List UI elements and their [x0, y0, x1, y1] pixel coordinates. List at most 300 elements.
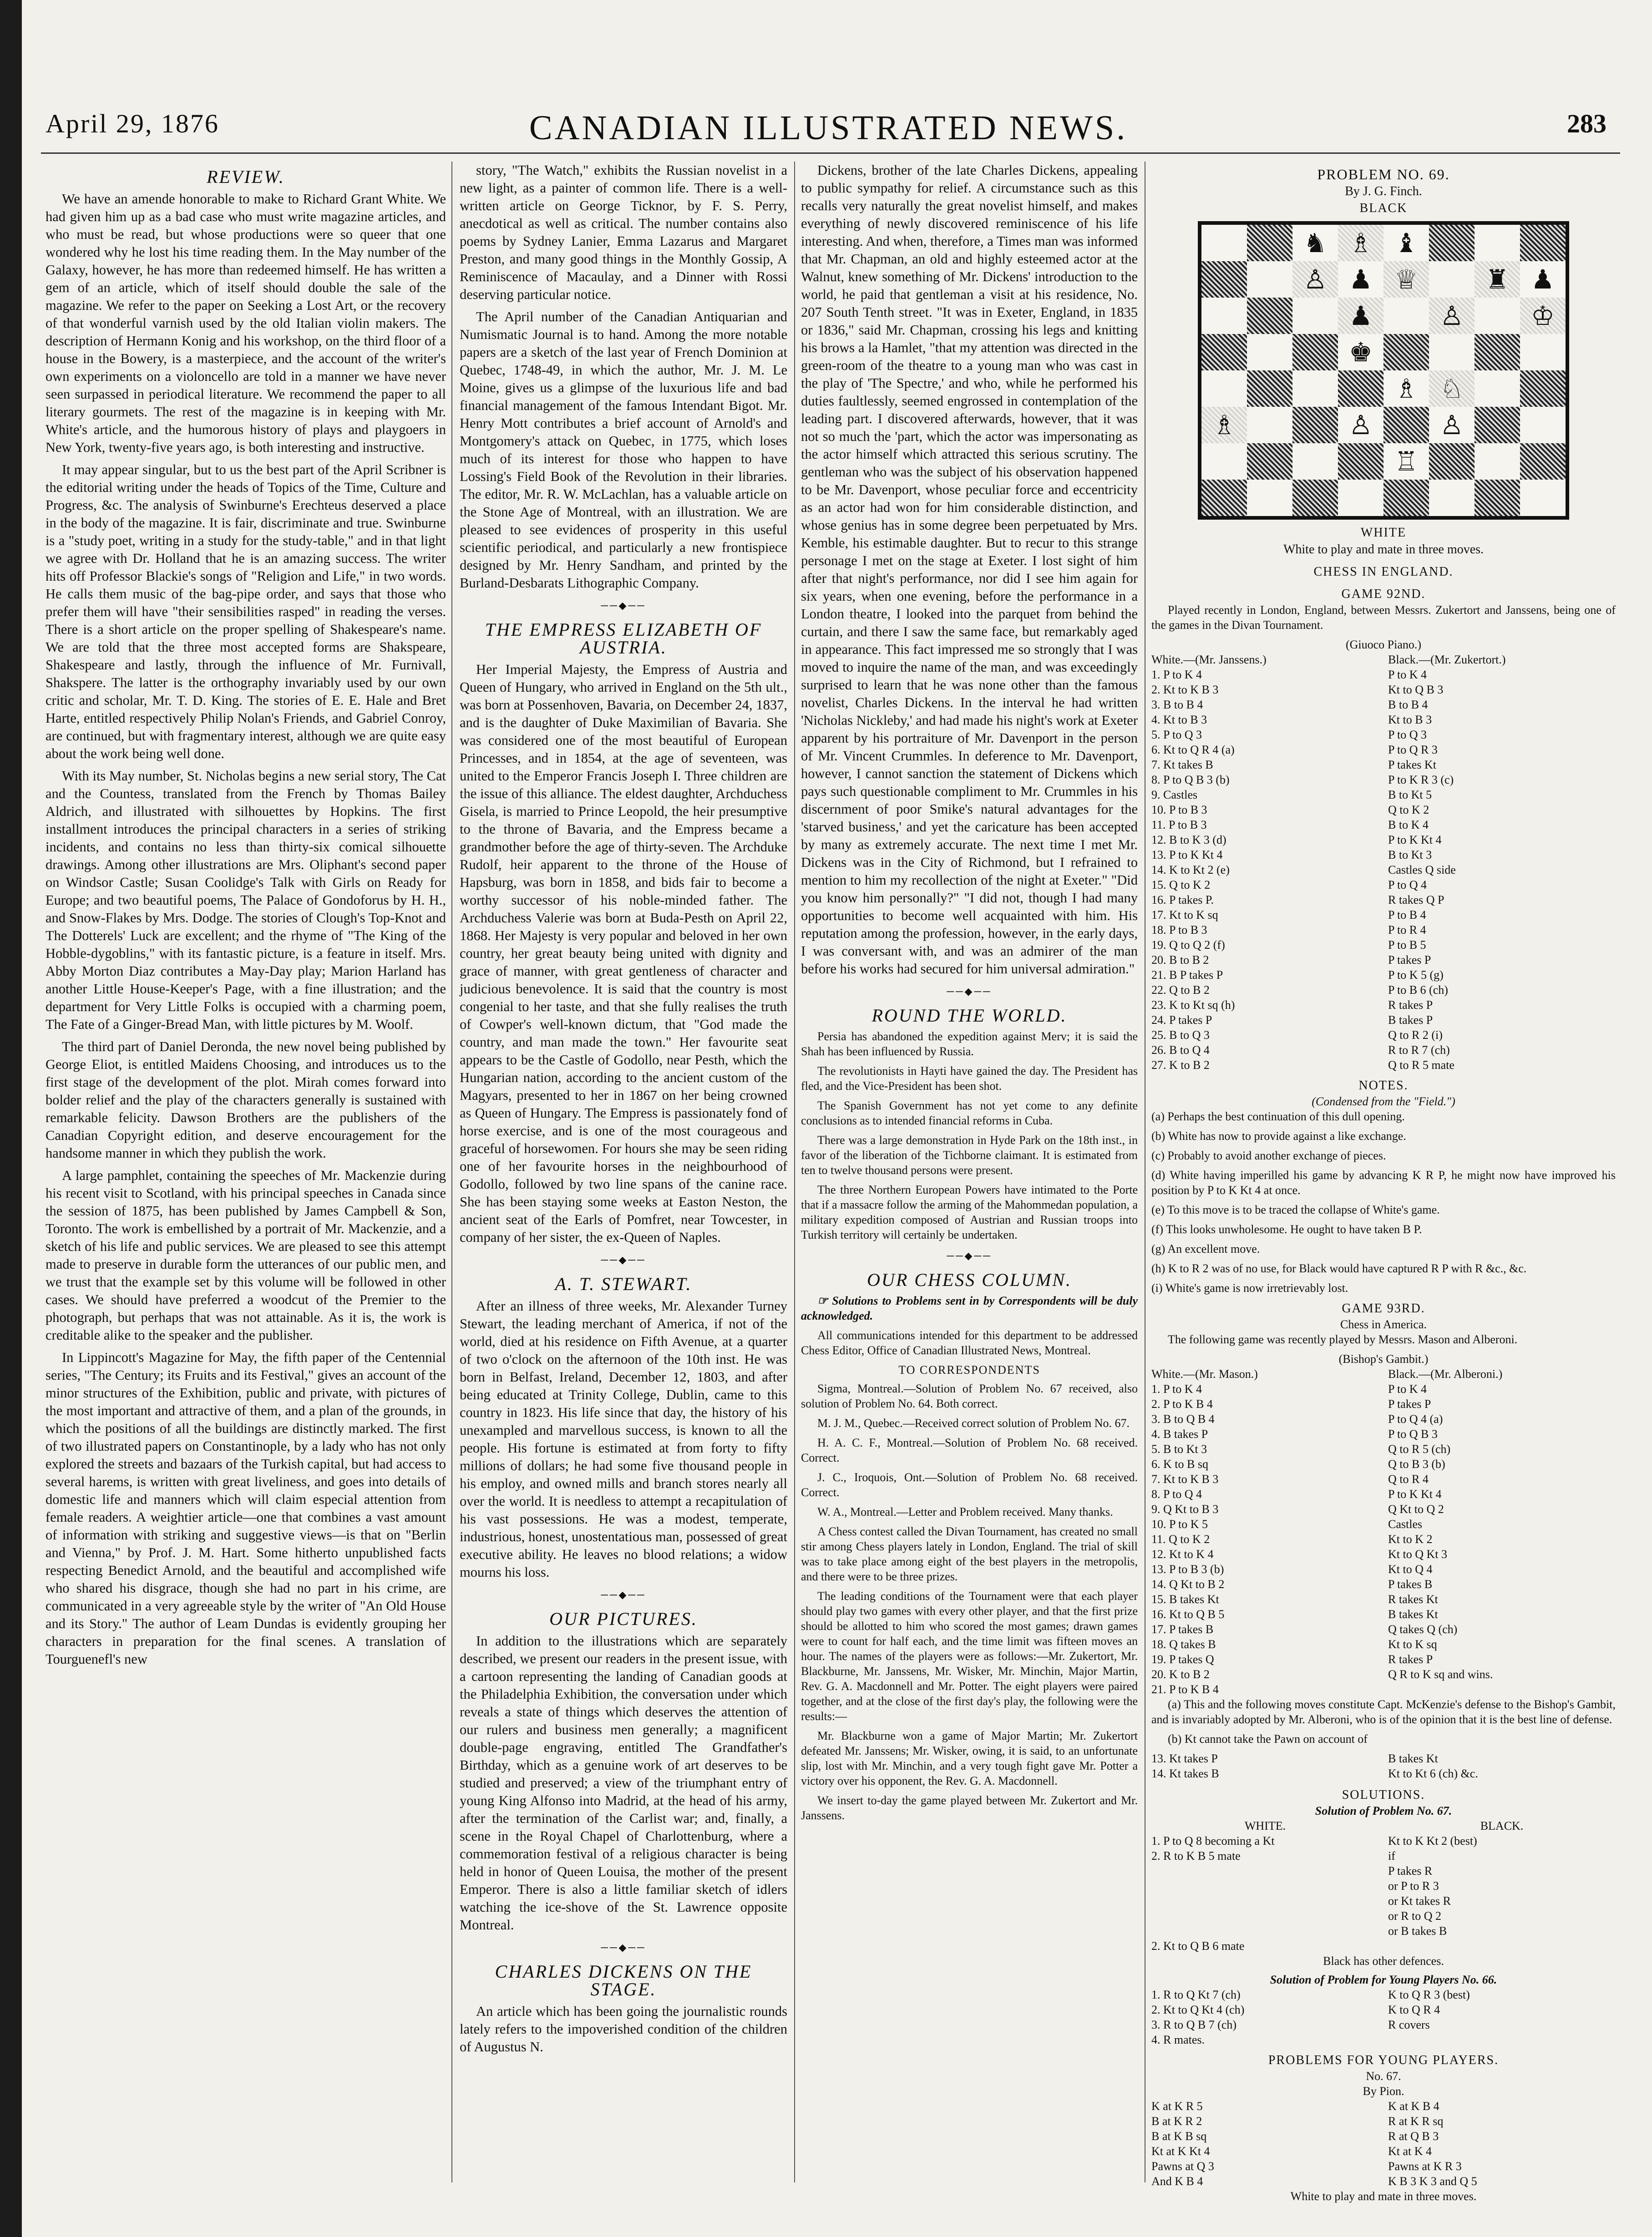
board-square — [1383, 480, 1429, 516]
board-square — [1338, 261, 1383, 298]
white-move: 18. Q takes B — [1151, 1638, 1216, 1651]
white-move: 2. Kt to Q Kt 4 (ch) — [1151, 2003, 1245, 2016]
black-move: P takes P — [1388, 1397, 1431, 1411]
white-move: 1. P to K 4 — [1151, 1382, 1202, 1396]
black-move: B takes Kt — [1388, 1608, 1438, 1621]
black-move: R takes P — [1388, 1653, 1433, 1666]
white-move: 21. B P takes P — [1151, 968, 1223, 982]
game93-white-player: White.—(Mr. Mason.) — [1151, 1367, 1258, 1381]
news-item: There was a large demonstration in Hyde Park on the 18th inst., in favor of the liberation of the Tichborne claimant. It is estimated from ten to twelve thousand persons were present. — [801, 1134, 1138, 1177]
section-title-pictures: OUR PICTURES. — [549, 1609, 698, 1629]
black-move: R takes Q P — [1388, 893, 1444, 906]
white-move: 20. B to B 2 — [1151, 953, 1209, 967]
section-title-empress: THE EMPRESS ELIZABETH OF AUSTRIA. — [485, 619, 762, 658]
board-square — [1338, 407, 1383, 443]
black-move: Kt to K sq — [1388, 1638, 1437, 1651]
correspondent-item: A Chess contest called the Divan Tournament, has created no small stir among Chess players lately in London, England. The trial of skill was to take place among eight of the best players in the metropolis, and there were to be three prizes. — [801, 1525, 1138, 1583]
black-move: P to Q R 3 — [1388, 743, 1438, 756]
board-square — [1475, 480, 1520, 516]
review-paragraph: With its May number, St. Nicholas begins a new serial story, The Cat and the Countess, translated from the French by Thomas Bailey Aldrich, and illustrated with silhouettes by Hopkins. The first installment introduces the principal characters in a series of striking incidents, and contains no less than thirty-six comical silhouette drawings. Among other illustrations are Mrs. Oliphant's second paper on Windsor Castle; Susan Coolidge's Talk with Girls on Ready for Europe; and two beautiful poems, The Palace of Gondoforus by H. H., and Snow-Flakes by Mrs. Dodge. The stories of Clough's Top-Knot and The Dotterels' Luck are excellent; and the rhyme of "The King of the Hobble-dygoblins," with its fantastic picture, is a feature in itself. Mrs. Abby Morton Diaz contributes a May-Day play; Marion Harland has another Little House-Keeper's Page, with a fine illustration; and the department for Very Little Folks is occupied with a charming poem, The Fate of a Ginger-Bread Man, with little pictures by M. Woolf. — [46, 768, 446, 1032]
young-problems-title: PROBLEMS FOR YOUNG PLAYERS. — [1268, 2053, 1499, 2067]
empress-paragraph: Her Imperial Majesty, the Empress of Austria and Queen of Hungary, who arrived in England on the 5th ult., was born at Possenhoven, Bavaria, on December 24, 1837, and is the daughter of Duke Maximilian of Bavaria. She was considered one of the most beautiful of European Princesses, and in 1854, at the age of seventeen, was united to the Emperor Francis Joseph I. Three children are the issue of this alliance. The eldest daughter, Archduchess Gisela, is married to Prince Leopold, the heir presumptive to the throne of Bavaria, and the Empress became a grandmother before the age of thirty-seven. The Archduke Rudolf, heir apparent to the throne of the House of Hapsburg, was born in 1858, and bids fair to become a worthy successor of his noble-minded father. The Archduchess Valerie was born at Buda-Pesth on April 22, 1868. Her Majesty is very popular and beloved in her own country, her great beauty being united with dignity and grace of manner, with great gentleness of character and judicious benevolence. It is said that the country is most congenial to her taste, and that she fully realises the truth of Cowper's well-known dictum, that "God made the country, and man made the town." Her favourite seat appears to be the Castle of Godollo, near Pesth, which the Hungarian nation, according to the ancient custom of the Magyars, presented to her in 1867 on her being crowned as Queen of Hungary. The Empress is passionately fond of horse exercise, and is one of the most courageous and graceful of horsewomen. For hours she may be seen riding one of her favourite horses in the neighbourhood of Godollo, followed by two line spans of the canine race. She has been staying some weeks at Easton Neston, the ancient seat of the Earls of Pomfret, near Towcester, in company of her sister, the ex-Queen of Naples. — [460, 662, 787, 1245]
board-square — [1520, 225, 1566, 261]
white-move: 16. P takes P. — [1151, 893, 1214, 906]
review-paragraph: The third part of Daniel Deronda, the new novel being published by George Eliot, is entitled Maidens Choosing, and introduces us to the first stage of the development of the plot. Mirah comes forward into bolder relief and the play of the characters generally is sustained with remarkable felicity. Dawson Brothers are the publishers of the Canadian Copyright edition, and deserve encouragement for the handsome manner in which they publish the work. — [46, 1039, 446, 1161]
board-square — [1520, 298, 1566, 334]
black-move: K to Q R 4 — [1388, 2003, 1440, 2016]
black-move — [1388, 1938, 1616, 1954]
young-solution-title: Solution of Problem for Young Players No. 66. — [1270, 1973, 1497, 1986]
chess-note-item: (e) To this move is to be traced the collapse of White's game. — [1151, 1203, 1440, 1216]
black-move: Q Kt to Q 2 — [1388, 1503, 1444, 1516]
board-square — [1292, 407, 1338, 443]
black-move — [1388, 2032, 1616, 2047]
board-square — [1292, 261, 1338, 298]
dickens-continued-paragraph: Dickens, brother of the late Charles Dickens, appealing to public sympathy for relief. A circumstance such as this recalls very naturally the great novelist himself, and makes everything of newly discovered reminiscence of his life interesting. And when, therefore, a Times man was informed that Mr. Chapman, an old and highly esteemed actor at the Walnut, knew something of Mr. Dickens' introduction to the world, he paid that gentleman a visit at his residence, No. 207 South Tenth street. "It was in Exeter, England, in 1835 or 1836," said Mr. Chapman, crossing his legs and knitting his brows a la Hamlet, "that my attention was directed in the green-room of the theatre to a young man who was cast in the play of 'The Spectre,' and who, while he performed his duties faultlessly, seemed engrossed in contemplation of the leading part. I discovered afterwards, however, that it was not so much the 'part, which the actor was impersonating as the actor himself which attracted this serious scrutiny. The gentleman who was the subject of his observation happened to be Mr. Davenport, whose peculiar force and eccentricity as an actor had won for him considerable distinction, and whose genius has in some degree been perpetuated by Mrs. Kemble, his estimable daughter. But to recur to this strange personage I met on the stage at Exeter. I lost sight of him after that night's performance, nor did I see him again for six years, when one evening, before the performance in a London theatre, I looked into the parquet from behind the curtain, and there I saw the same face, but remarkably aged in appearance. This fact impressed me so strongly that I was moved to inquire the name of the man, and was exceedingly surprised to learn that he was none other than the famous novelist, Charles Dickens. In the interval he had written 'Nicholas Nickleby,' and had made his night's work at Exeter apparent by his portraiture of Mr. Davenport in the person of Mr. Vincent Crummles. In deference to Mr. Davenport, however, I cannot sanction the statement of Dickens which pays such questionable compliment to Mr. Crummles in his discernment of poor Smike's natural advantages for the 'starved business,' and yet the caricature has been accepted by many as extremely accurate. The next time I met Mr. Dickens was in the City of Richmond, but I refrained to mention to him my recollection of the night at Exeter." "Did you know him personally?" "I did not, though I had many opportunities to become well acquainted with him. His reputation among the profession, however, in the early days, I was conversant with, and was an admirer of the man before his works had secured for him universal admiration." — [801, 162, 1138, 977]
white-move: 15. Q to K 2 — [1151, 878, 1211, 891]
white-move: 12. Kt to K 4 — [1151, 1548, 1214, 1561]
white-move: 10. P to B 3 — [1151, 803, 1207, 816]
chess-piece-icon: ♙ — [1338, 407, 1383, 443]
white-move: 13. P to K Kt 4 — [1151, 848, 1223, 861]
review-paragraph: A large pamphlet, containing the speeches of Mr. Mackenzie during his recent visit to Scotland, with his principal speeches in Canada since the session of 1875, has been published by James Campbell & Son, Toronto. The work is embellished by a portrait of Mr. Mackenzie, and a sketch of his life and public services. We are pleased to see this attempt made to preserve in durable form the utterances of our public men, and we trust that the example set by this volume will be followed in other cases. We should have preferred a woodcut of the Premier to the photograph, but perhaps that was not attainable. As it is, the work is creditable alike to the speaker and the publisher. — [46, 1168, 446, 1343]
board-square — [1475, 370, 1520, 407]
black-move: or P to R 3 — [1388, 1879, 1439, 1893]
white-move: B at K R 2 — [1151, 2115, 1202, 2128]
white-move: 2. P to K B 4 — [1151, 1397, 1213, 1411]
white-move: 12. B to K 3 (d) — [1151, 833, 1226, 846]
section-title-review: REVIEW. — [207, 167, 285, 187]
solution67-note: Black has other defences. — [1323, 1954, 1444, 1968]
white-move — [1151, 1923, 1379, 1938]
review-paragraph: It may appear singular, but to us the best part of the April Scribner is the editorial writing under the heads of Topics of the Time, Culture and Progress, &c. The analysis of Swinburne's Erechteus deserved a place in the body of the magazine. It is fair, discriminate and true. Swinburne is a "study poet, writing in a study for the study-table," and in that light we agree with Dr. Holland that he is an amazing success. The writer hits off Professor Blackie's songs of "Religion and Life," in two words. He calls them music of the bag-pipe order, and says that those who prefer them will have "their sensibilities rasped" in reading the verses. There is a short article on the proper spelling of Shakespeare's name. We are told that the three most accepted forms are Shakspeare, Shakespeare and lastly, through the influence of Mr. Furnivall, Shakspere. The latter is the orthography invariably used by our own critic and scholar, Mr. T. D. King. The stories of E. E. Hale and Bret Harte, entitled respectively Philip Nolan's Friends, and Gabriel Conroy, are continued, but with fragmentary interest, although we are quite easy about the work being well done. — [46, 462, 446, 761]
review-continued-paragraph: story, "The Watch," exhibits the Russian novelist in a new light, as a painter of common life. There is a well-written article on George Ticknor, by F. S. Perry, anecdotical as well as critical. The number contains also poems by Sydney Lanier, Emma Lazarus and Margaret Preston, and many good things in the Monthly Gossip, A Reminiscence of Macaulay, and a Dinner with Rossi deserving particular notice. — [460, 162, 787, 302]
white-move: 1. P to Q 8 becoming a Kt — [1151, 1834, 1275, 1847]
black-move: B to Kt 5 — [1388, 788, 1432, 801]
board-square — [1292, 334, 1338, 370]
board-square — [1247, 334, 1292, 370]
white-move: 6. Kt to Q R 4 (a) — [1151, 743, 1235, 756]
white-move: 11. Q to K 2 — [1151, 1533, 1210, 1546]
board-square — [1429, 225, 1475, 261]
solution67-title: Solution of Problem No. 67. — [1315, 1804, 1452, 1817]
black-move: Kt to K Kt 2 (best) — [1388, 1834, 1477, 1847]
white-move: And K B 4 — [1151, 2175, 1203, 2188]
game93-opening: (Bishop's Gambit.) — [1338, 1352, 1429, 1366]
chess-note-item: (d) White having imperilled his game by advancing K R P, he might now have improved his position by P to K Kt 4 at once. — [1151, 1169, 1616, 1197]
board-square — [1201, 225, 1247, 261]
black-move: Q to R 4 — [1388, 1473, 1429, 1486]
game93-note: (b) Kt cannot take the Pawn on account of — [1168, 1732, 1368, 1746]
chess-note-text: Solutions to Problems sent in by Correspondents will be duly acknowledged. — [801, 1294, 1138, 1322]
game93-intro: The following game was recently played by Messrs. Mason and Alberoni. — [1168, 1333, 1518, 1346]
black-move: or B takes B — [1388, 1924, 1447, 1938]
black-move: P to K R 3 (c) — [1388, 773, 1454, 786]
chess-piece-icon: ♖ — [1383, 443, 1429, 480]
board-square — [1201, 298, 1247, 334]
solution67-moves — [1151, 1833, 1616, 1954]
board-square — [1520, 261, 1566, 298]
section-title-stewart: A. T. STEWART. — [555, 1274, 692, 1294]
chess-note-item: (c) Probably to avoid another exchange of pieces. — [1151, 1149, 1386, 1162]
correspondent-item: Mr. Blackburne won a game of Major Martin; Mr. Zukertort defeated Mr. Janssens; Mr. Wisker, owing, it is said, to an unfortunate slip, lost with Mr. Minchin, and a very tough fight gave Mr. Potter a victory over his opponent, the Rev. G. A. Macdonnell. — [801, 1729, 1138, 1787]
review-paragraph: In Lippincott's Magazine for May, the fifth paper of the Centennial series, "The Century; its Fruits and its Festival," gives an account of the minor structures of the Exhibition, public and private, with pictures of the most important and attractive of them, and a plan of the grounds, in which the positions of all the buildings are distinctly marked. The first of two illustrated papers on Constantinople, by a lady who has not only explored the streets and bazaars of the Turkish capital, but had access to several harems, is written with great liveliness, and goes into details of domestic life and manners which will claim especial attention from female readers. A weightier article—one that combines a vast amount of information with striking and suggestive views—is that on "Berlin and Vienna," by Prof. J. M. Hart. Some hitherto unpublished facts respecting Benedict Arnold, and the beautiful and accomplished wife who shared his disgrace, though she had no part in his crime, are communicated in a very agreeable style by the writer of "An Old House and its Story." The author of Leam Dundas is evidently grouping her characters in preparation for the final scenes. A translation of Tourguenefl's new — [46, 1350, 446, 1667]
white-move: 27. K to B 2 — [1151, 1058, 1210, 1072]
chess-note-item: (i) White's game is now irretrievably lost. — [1151, 1281, 1348, 1295]
correspondent-item: M. J. M., Quebec.—Received correct solution of Problem No. 67. — [817, 1417, 1130, 1430]
black-move: Q to K 2 — [1388, 803, 1429, 816]
white-move: 23. K to Kt sq (h) — [1151, 998, 1235, 1012]
black-move: K to Q R 3 (best) — [1388, 1988, 1470, 2001]
section-divider: ──◆── — [947, 986, 992, 997]
correspondent-item: The leading conditions of the Tournament were that each player should play two games with every other player, and that the first prize should be allotted to him who scored the most games; drawn games were to count for half each, and the time limit was fifteen moves an hour. The names of the players were as follows:—Mr. Zukertort, Mr. Blackburne, Mr. Janssens, Mr. Wisker, Mr. Minchin, Major Martin, Rev. G. A. Macdonnell and Mr. Potter. The eight players were paired together, and at the close of the first day's play, the following were the results:— — [801, 1589, 1138, 1723]
board-square — [1247, 480, 1292, 516]
board-square — [1247, 225, 1292, 261]
black-move: Q R to K sq and wins. — [1388, 1668, 1493, 1681]
black-move: R takes P — [1388, 998, 1433, 1012]
chess-piece-icon: ♔ — [1520, 298, 1566, 334]
chess-england-title: CHESS IN ENGLAND. — [1313, 565, 1454, 579]
black-move: Kt to Q Kt 3 — [1388, 1548, 1447, 1561]
pictures-paragraph: In addition to the illustrations which are separately described, we present our readers in the present issue, with a cartoon representing the landing of Canadian goods at the Philadelphia Exhibition, the conversation under which reveals a state of things which deserves the attention of our rulers and business men generally; a magnificent double-page engraving, entitled The Grandfather's Birthday, which as a genuine work of art deserves to be studied and preserved; a view of the triumphant entry of young King Alfonso into Madrid, at the head of his army, after the termination of the Carlist war; and, finally, a scene in the Royal Chapel of Charlottenburg, where a commemoration festival of a religious character is being held in honor of Queen Louisa, the mother of the present Emperor. There is also a little familiar sketch of idlers watching the ice-shove of the St. Lawrence opposite Montreal. — [460, 1633, 787, 1933]
correspondent-item: We insert to-day the game played between Mr. Zukertort and Mr. Janssens. — [801, 1794, 1138, 1822]
notes-title: NOTES. — [1358, 1078, 1409, 1093]
white-move — [1151, 1908, 1379, 1923]
black-move: Q to B 3 (b) — [1388, 1458, 1445, 1471]
correspondents-title: TO CORRESPONDENTS — [898, 1363, 1040, 1377]
game93-header — [1151, 1366, 1616, 1382]
black-move: B to K 4 — [1388, 818, 1429, 831]
board-square — [1429, 261, 1475, 298]
board-square — [1201, 370, 1247, 407]
board-square — [1338, 443, 1383, 480]
board-square — [1520, 443, 1566, 480]
section-title-dickens: CHARLES DICKENS ON THE STAGE. — [495, 1961, 752, 1999]
problem-author: By J. G. Finch. — [1345, 184, 1422, 198]
white-move: 6. K to B sq — [1151, 1458, 1208, 1471]
newspaper-title: CANADIAN ILLUSTRATED NEWS. — [529, 109, 1128, 147]
board-square — [1247, 261, 1292, 298]
stewart-paragraph: After an illness of three weeks, Mr. Alexander Turney Stewart, the leading merchant of America, if not of the world, died at his residence on Fifth Avenue, at a quarter of two o'clock on the afternoon of the 10th inst. He was born in Belfast, Ireland, December 12, 1803, and after being educated at Trinity College, Dublin, came to this country in 1823. His life since that day, the history of his unexampled and marvellous success, is known to all the people. His fortune is estimated at from forty to fifty millions of dollars; he had some five thousand people in his employ, and owned mills and branch stores nearly all over the world. It is needless to attempt a recapitulation of his vast possessions. He was a modest, temperate, industrious, honest, unostentatious man, possessed of great executive ability. He leaves no blood relations; a widow mourns his loss. — [460, 1298, 787, 1580]
black-move: P takes Kt — [1388, 758, 1436, 771]
black-move: R covers — [1388, 2018, 1430, 2031]
white-move: 22. Q to B 2 — [1151, 983, 1210, 997]
game93-moves — [1151, 1382, 1616, 1697]
board-square — [1201, 334, 1247, 370]
black-move: P takes P — [1388, 953, 1431, 967]
black-move: P takes B — [1388, 1578, 1433, 1591]
section-title-chess: OUR CHESS COLUMN. — [867, 1270, 1072, 1290]
game92-white-player: White.—(Mr. Janssens.) — [1151, 653, 1267, 666]
black-move: P to K 4 — [1388, 1382, 1427, 1396]
chess-piece-icon: ♕ — [1383, 261, 1429, 298]
white-move: 3. B to B 4 — [1151, 698, 1203, 711]
white-move: 24. P takes P — [1151, 1013, 1212, 1027]
board-square — [1475, 261, 1520, 298]
board-square — [1475, 225, 1520, 261]
white-move: 17. Kt to K sq — [1151, 908, 1218, 921]
column-review — [46, 162, 446, 2182]
chess-communications: All communications intended for this department to be addressed Chess Editor, Office of Canadian Illustrated News, Montreal. — [801, 1329, 1138, 1357]
white-move: 4. Kt to B 3 — [1151, 713, 1207, 726]
correspondent-item: H. A. C. F., Montreal.—Solution of Problem No. 68 received. Correct. — [801, 1436, 1138, 1464]
black-move: R to R 7 (ch) — [1388, 1043, 1450, 1057]
chess-note-item: (b) White has now to provide against a like exchange. — [1151, 1129, 1406, 1143]
white-move: 21. P to K B 4 — [1151, 1683, 1219, 1696]
chess-board — [1198, 221, 1569, 520]
chess-piece-icon: ♟ — [1338, 298, 1383, 334]
black-move: B to Kt 3 — [1388, 848, 1432, 861]
board-square — [1520, 407, 1566, 443]
pointing-hand-icon: ☞ — [817, 1294, 832, 1307]
section-divider: ──◆── — [601, 600, 646, 611]
review-paragraph: We have an amende honorable to make to Richard Grant White. We had given him up as a bad case who must write magazine articles, and who must be read, but whose productions were so queer that one wondered why he lost his time reading them. In the May number of the Galaxy, however, he has more than redeemed himself. He has written a gem of an article, which of itself should double the sale of the magazine. We refer to the paper on Seeking a Lost Art, or the recovery of that wonderful varnish used by the old Italian violin makers. The description of Hermann Konig and his workshop, on the third floor of a house in the Bowery, is a masterpiece, and the account of the writer's own experiments on a violoncello are told in a manner we have never seen surpassed in periodical literature. We recommend the paper to all literary gourmets. The rest of the magazine is in keeping with Mr. White's article, and the humorous history of plays and playgoers in New York, twenty-five years ago, is both interesting and instructive. — [46, 191, 446, 455]
black-move: P to K Kt 4 — [1388, 833, 1442, 846]
notes-subtitle: (Condensed from the "Field.") — [1312, 1095, 1455, 1108]
black-move: Kt to Q 4 — [1388, 1563, 1433, 1576]
board-square — [1292, 443, 1338, 480]
white-move — [1151, 1878, 1379, 1893]
black-move: Pawns at K R 3 — [1388, 2160, 1462, 2173]
column-rule — [794, 162, 795, 2182]
board-square — [1429, 298, 1475, 334]
board-caption: White to play and mate in three moves. — [1283, 542, 1484, 557]
white-move: 20. K to B 2 — [1151, 1668, 1210, 1681]
black-move: Q takes Q (ch) — [1388, 1623, 1458, 1636]
board-square — [1338, 370, 1383, 407]
white-move: 7. Kt to K B 3 — [1151, 1473, 1219, 1486]
dickens-paragraph: An article which has been going the journalistic rounds lately refers to the impoverished condition of the children of Augustus N. — [460, 2004, 787, 2055]
white-move: 3. B to Q B 4 — [1151, 1412, 1215, 1426]
column-chess — [1151, 162, 1616, 2203]
white-move: 2. Kt to K B 3 — [1151, 683, 1219, 696]
game93-tail-moves — [1151, 1751, 1616, 1781]
white-move: 14. Q Kt to B 2 — [1151, 1578, 1225, 1591]
chess-piece-icon: ♟ — [1520, 261, 1566, 298]
chess-piece-icon: ♙ — [1429, 298, 1475, 334]
black-move: Castles Q side — [1388, 863, 1456, 876]
black-move: P to B 4 — [1388, 908, 1426, 921]
board-square — [1201, 407, 1247, 443]
black-move: Kt at K 4 — [1388, 2145, 1432, 2158]
board-square — [1338, 225, 1383, 261]
chess-note-item: (f) This looks unwholesome. He ought to have taken B P. — [1151, 1223, 1422, 1236]
black-move: R at K R sq — [1388, 2115, 1444, 2128]
black-move: P to K Kt 4 — [1388, 1488, 1442, 1501]
column-rule — [451, 162, 452, 2182]
board-label-white: WHITE — [1360, 526, 1407, 540]
black-move: P to Q 3 — [1388, 728, 1427, 741]
solutions-title: SOLUTIONS. — [1342, 1788, 1425, 1802]
black-move: R takes Kt — [1388, 1593, 1438, 1606]
board-square — [1475, 334, 1520, 370]
black-move: Kt to Kt 6 (ch) &c. — [1388, 1767, 1478, 1780]
board-square — [1383, 261, 1429, 298]
board-square — [1429, 334, 1475, 370]
young-problem-position — [1151, 2099, 1616, 2189]
problem-title: PROBLEM NO. 69. — [1317, 166, 1450, 182]
chess-piece-icon: ♜ — [1475, 261, 1520, 298]
young-problem-number: No. 67. — [1366, 2070, 1401, 2083]
chess-piece-icon: ♝ — [1383, 225, 1429, 261]
game92-title: GAME 92ND. — [1341, 587, 1426, 601]
board-square — [1383, 370, 1429, 407]
game92-header — [1151, 652, 1616, 667]
young-problem-caption: White to play and mate in three moves. — [1290, 2190, 1477, 2203]
masthead-rule — [41, 152, 1620, 154]
chess-note-item: (g) An excellent move. — [1151, 1242, 1260, 1255]
white-move: 8. P to Q B 3 (b) — [1151, 773, 1230, 786]
black-move: P to B 5 — [1388, 938, 1426, 951]
black-move: Castles — [1388, 1518, 1423, 1531]
board-square — [1338, 298, 1383, 334]
black-move: Kt to B 3 — [1388, 713, 1432, 726]
chess-piece-icon: ♗ — [1201, 407, 1247, 443]
board-square — [1475, 298, 1520, 334]
solution-white-label: WHITE. — [1244, 1819, 1286, 1832]
white-move: 11. P to B 3 — [1151, 818, 1207, 831]
correspondent-item: Sigma, Montreal.—Solution of Problem No. 67 received, also solution of Problem No. 64. Both correct. — [801, 1382, 1138, 1410]
section-title-round-world: ROUND THE WORLD. — [872, 1005, 1067, 1026]
white-move: 8. P to Q 4 — [1151, 1488, 1202, 1501]
black-move: P to Q 4 — [1388, 878, 1427, 891]
black-move: Q to R 5 mate — [1388, 1058, 1454, 1072]
issue-date: April 29, 1876 — [46, 109, 219, 138]
game92-opening: (Giuoco Piano.) — [1345, 638, 1422, 651]
white-move: 5. B to Kt 3 — [1151, 1442, 1207, 1456]
page-number: 283 — [1567, 109, 1606, 138]
chess-note-item: (a) Perhaps the best continuation of this dull opening. — [1151, 1110, 1405, 1123]
game92-intro: Played recently in London, England, between Messrs. Zukertort and Janssens, being one of the games in the Divan Tournament. — [1151, 603, 1616, 632]
white-move: 26. B to Q 4 — [1151, 1043, 1210, 1057]
game92-black-player: Black.—(Mr. Zukertort.) — [1388, 653, 1506, 666]
white-move: 2. R to K B 5 mate — [1151, 1849, 1241, 1862]
board-square — [1292, 225, 1338, 261]
binding-edge — [0, 0, 22, 2237]
board-square — [1475, 443, 1520, 480]
black-move: or Kt takes R — [1388, 1894, 1451, 1908]
white-move: 10. P to K 5 — [1151, 1518, 1208, 1531]
white-move: 14. K to Kt 2 (e) — [1151, 863, 1230, 876]
white-move: B at K B sq — [1151, 2130, 1207, 2143]
white-move: 4. B takes P — [1151, 1427, 1208, 1441]
board-square — [1338, 480, 1383, 516]
young-solution-moves — [1151, 1987, 1616, 2047]
news-item: The revolutionists in Hayti have gained the day. The President has fled, and the Vice-President has been shot. — [801, 1064, 1138, 1093]
correspondent-item: W. A., Montreal.—Letter and Problem received. Many thanks. — [817, 1505, 1113, 1518]
white-move: 1. R to Q Kt 7 (ch) — [1151, 1988, 1241, 2001]
black-move: if — [1388, 1849, 1395, 1862]
black-move: P to K 5 (g) — [1388, 968, 1444, 982]
solution-black-label: BLACK. — [1480, 1819, 1524, 1832]
board-square — [1429, 443, 1475, 480]
correspondent-item: J. C., Iroquois, Ont.—Solution of Problem No. 68 received. Correct. — [801, 1471, 1138, 1499]
black-move: Q to R 2 (i) — [1388, 1028, 1443, 1042]
board-square — [1383, 225, 1429, 261]
black-move: P to Q B 3 — [1388, 1427, 1438, 1441]
board-square — [1520, 370, 1566, 407]
white-move: 15. B takes Kt — [1151, 1593, 1219, 1606]
white-move: 3. R to Q B 7 (ch) — [1151, 2018, 1237, 2031]
section-divider: ──◆── — [601, 1589, 646, 1600]
board-square — [1429, 480, 1475, 516]
section-divider: ──◆── — [601, 1942, 646, 1953]
board-square — [1429, 370, 1475, 407]
board-square — [1292, 298, 1338, 334]
game93-subtitle: Chess in America. — [1340, 1318, 1427, 1331]
board-square — [1247, 407, 1292, 443]
white-move: 9. Q Kt to B 3 — [1151, 1503, 1219, 1516]
black-move: K B 3 K 3 and Q 5 — [1388, 2175, 1477, 2188]
white-move: Pawns at Q 3 — [1151, 2160, 1214, 2173]
white-move: 4. R mates. — [1151, 2033, 1205, 2046]
board-square — [1201, 480, 1247, 516]
white-move: 13. Kt takes P — [1151, 1752, 1218, 1765]
column-three — [801, 162, 1138, 2182]
game93-title: GAME 93RD. — [1342, 1301, 1425, 1316]
black-move — [1388, 1682, 1616, 1697]
news-item: The three Northern European Powers have intimated to the Porte that if a massacre follow the arming of the Mahommedan population, a military expedition composed of Austrian and Russian troops into Turkish territory will certainly be undertaken. — [801, 1183, 1138, 1241]
black-move: Q to R 5 (ch) — [1388, 1442, 1451, 1456]
news-item: Persia has abandoned the expedition against Merv; it is said the Shah has been influenced by Russia. — [801, 1030, 1138, 1058]
board-square — [1475, 407, 1520, 443]
board-square — [1383, 298, 1429, 334]
black-move: K at K B 4 — [1388, 2100, 1439, 2113]
chess-piece-icon: ♞ — [1292, 225, 1338, 261]
black-move: P takes R — [1388, 1864, 1433, 1878]
board-square — [1383, 334, 1429, 370]
white-move: 19. P takes Q — [1151, 1653, 1214, 1666]
board-square — [1201, 261, 1247, 298]
white-move: 9. Castles — [1151, 788, 1198, 801]
chess-piece-icon: ♙ — [1292, 261, 1338, 298]
game93-note: (a) This and the following moves constitute Capt. McKenzie's defense to the Bishop's Gambit, and is invariably adopted by Mr. Alberoni, who is of the opinion that it is the best line of defense. — [1151, 1698, 1616, 1726]
section-divider: ──◆── — [601, 1254, 646, 1265]
black-move: or R to Q 2 — [1388, 1909, 1441, 1923]
board-square — [1247, 443, 1292, 480]
masthead — [32, 108, 1625, 149]
black-move: B takes P — [1388, 1013, 1433, 1027]
black-move: P to Q 4 (a) — [1388, 1412, 1443, 1426]
news-item: The Spanish Government has not yet come to any definite conclusions as to intended financial reforms in Cuba. — [801, 1099, 1138, 1127]
young-problem-author: By Pion. — [1363, 2085, 1404, 2098]
board-square — [1247, 370, 1292, 407]
board-square — [1247, 298, 1292, 334]
white-move: 5. P to Q 3 — [1151, 728, 1202, 741]
chess-note-item: (h) K to R 2 was of no use, for Black would have captured R P with R &c., &c. — [1151, 1262, 1527, 1275]
board-square — [1429, 407, 1475, 443]
board-square — [1292, 480, 1338, 516]
chess-piece-icon: ♙ — [1429, 407, 1475, 443]
black-move: B to B 4 — [1388, 698, 1428, 711]
white-move: K at K R 5 — [1151, 2100, 1203, 2113]
chess-piece-icon: ♗ — [1383, 370, 1429, 407]
white-move: 1. P to K 4 — [1151, 668, 1202, 681]
white-move — [1151, 1863, 1379, 1878]
board-label-black: BLACK — [1359, 201, 1408, 215]
game93-black-player: Black.—(Mr. Alberoni.) — [1388, 1367, 1503, 1381]
white-move: 13. P to B 3 (b) — [1151, 1563, 1224, 1576]
white-move: 25. B to Q 3 — [1151, 1028, 1210, 1042]
notes-list — [1151, 1109, 1616, 1296]
white-move: 16. Kt to Q B 5 — [1151, 1608, 1225, 1621]
white-move: 17. P takes B — [1151, 1623, 1214, 1636]
chess-piece-icon: ♚ — [1338, 334, 1383, 370]
chess-piece-icon: ♘ — [1429, 370, 1475, 407]
board-square — [1338, 334, 1383, 370]
section-divider: ──◆── — [947, 1250, 992, 1261]
black-move: P to K 4 — [1388, 668, 1427, 681]
